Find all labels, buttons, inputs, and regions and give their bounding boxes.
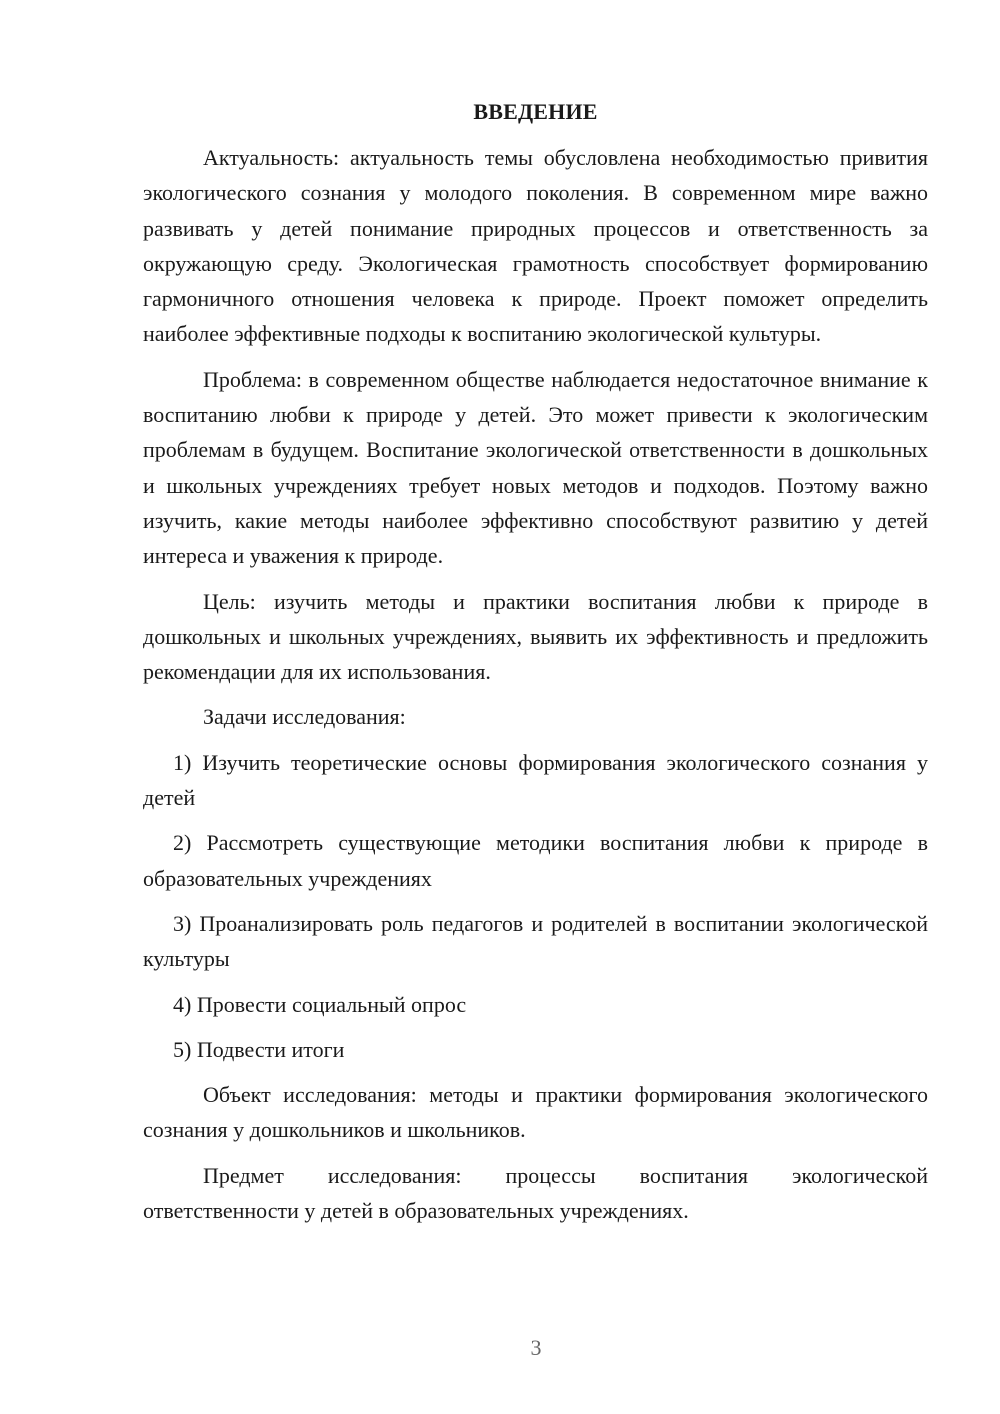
document-body <box>143 94 928 1238</box>
task-item-5: 5) Подвести итоги <box>173 1036 345 1062</box>
section-title: ВВЕДЕНИЕ <box>473 99 598 124</box>
paragraph-object: Объект исследования: методы и практики формирования экологического сознания у дошкольников и школьников. <box>143 1082 928 1143</box>
tasks-list <box>143 745 928 1067</box>
task-item-4: 4) Провести социальный опрос <box>173 991 467 1017</box>
paragraph-subject: Предмет исследования: процессы воспитания экологической ответственности у детей в образовательных учреждениях. <box>143 1162 928 1224</box>
paragraph-goal: Цель: изучить методы и практики воспитания любви к природе в дошкольных и школьных учреждениях, выявить их эффективность и предложить рекомендации для их использования. <box>143 588 928 685</box>
tasks-heading: Задачи исследования: <box>203 704 406 730</box>
paragraph-relevance: Актуальность: актуальность темы обусловлена необходимостью привития экологического сознания у молодого поколения. В современном мире важно развивать у детей понимание природных процессов и ответственность за окружающую среду. Экологическая грамотность способствует формированию гармоничного отношения человека к природе. Проект поможет определить наиболее эффективные подходы к воспитанию экологической культуры. <box>143 145 928 347</box>
page-number: 3 <box>530 1335 542 1360</box>
task-item-3: 3) Проанализировать роль педагогов и родителей в воспитании экологической культуры <box>143 910 928 972</box>
task-item-2: 2) Рассмотреть существующие методики воспитания любви к природе в образовательных учреждениях <box>143 830 928 891</box>
task-item-1: 1) Изучить теоретические основы формирования экологического сознания у детей <box>143 749 928 811</box>
paragraph-problem: Проблема: в современном обществе наблюдается недостаточное внимание к воспитанию любви к природе у детей. Это может привести к экологическим проблемам в будущем. Воспитание экологической ответственности в дошкольных и школьных учреждениях требует новых методов и подходов. Поэтому важно изучить, какие методы наиболее эффективно способствуют развитию у детей интереса и уважения к природе. <box>143 366 928 569</box>
